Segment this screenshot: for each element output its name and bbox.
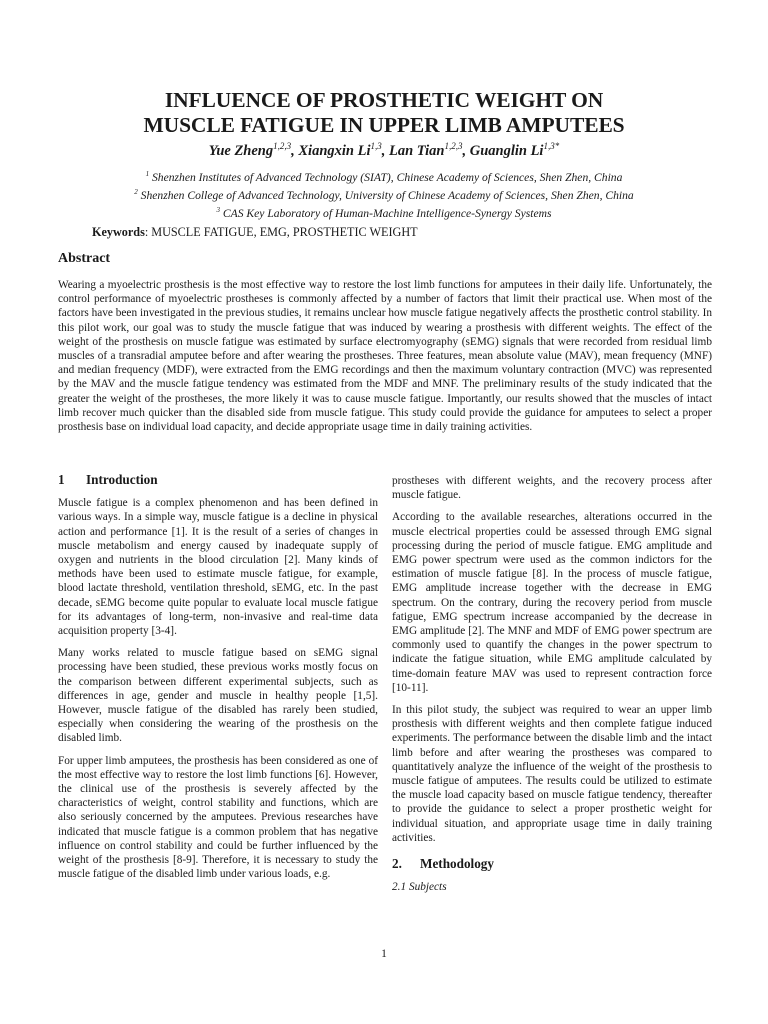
paragraph: prostheses with different weights, and the recovery process after muscle fatigue. (392, 475, 712, 502)
page-number: 1 (381, 948, 387, 960)
affiliation: $^1$ Shenzhen Institutes of Advanced Technology (SIAT), Chinese Academy of Sciences, Shen Zhen, China (145, 170, 623, 184)
abstract-heading: Abstract (58, 251, 111, 266)
keywords-value: : MUSCLE FATIGUE, EMG, PROSTHETIC WEIGHT (144, 225, 418, 239)
paragraph: According to the available researches, alterations occurred in the muscle electrical properties could be assessed through EMG signal processing during the period of muscle fatigue. EMG amplitude and EMG power spectrum were used as the common indictors for the estimation of muscle fatigue [8]. In the process of muscle fatigue, EMG amplitude increase together with the decrease in EMG spectrum. On the contrary, during the recovery period from muscle fatigue, EMG spectrum increase accompanied by the decrease in EMG amplitude [2]. The MNF and MDF of EMG power spectrum are commonly used to quantify the changes in the power spectrum to indicate the fatigue situation, while EMG amplitude calculated by time-domain feature MAV was used to represent contraction force [10-11]. (392, 511, 712, 694)
section-heading-methodology (392, 857, 712, 871)
section-heading-introduction (58, 473, 378, 487)
section-title: Introduction (86, 472, 158, 487)
right-column (392, 474, 712, 894)
author: Yue Zheng$^{1,2,3}$, (208, 141, 299, 159)
title-line-2: MUSCLE FATIGUE IN UPPER LIMB AMPUTEES (143, 113, 625, 137)
paragraph: For upper limb amputees, the prosthesis has been considered as one of the most effective way to restore the lost limb functions [6]. However, the clinical use of the prosthesis is severely affected by the characteristics of weight, control stability and functions, which are also seriously concerned by the amputees. Previous researches have indicated that muscle fatigue is a common problem that has negative influence on control stability and could be further influenced by the weight of the prosthesis [8-9]. Therefore, it is necessary to study the muscle fatigue of the disabled limb under various loads, e.g. (58, 754, 378, 881)
paragraph: Muscle fatigue is a complex phenomenon and has been defined in various ways. In a simple way, muscle fatigue is a decline in physical action and performance [1]. It is the result of a series of changes in muscle metabolism and energy caused by inadequate supply of oxygen and nutrients in the blood circulation [2]. Many kinds of methods have been used to estimate muscle fatigue, for example, blood lactate threshold, ventilation threshold, sEMG, etc. In the past decade, sEMG become quite popular to evaluate local muscle fatigue for its advantages of long-term, non-invasive and real-time data acquisition property [3-4]. (58, 497, 378, 638)
paragraph: Many works related to muscle fatigue based on sEMG signal processing have been studied, these previous works mostly focus on the comparison between different experimental subjects, such as differences in age, gender and muscle in healthy people [1,5]. However, muscle fatigue of the disabled has rarely been studied, especially when considering the wearing of the prosthesis on the disabled limb. (58, 647, 378, 745)
abstract-text: Wearing a myoelectric prosthesis is the most effective way to restore the lost limb functions for amputees in their daily life. Unfortunately, the control performance of myoelectric prostheses is commonly affected by a number of factors that limit their practical use. When most of the factors have been investigated in the previous studies, it remains unclear how muscle fatigue negatively affects the prosthetic control stability. In this pilot work, our goal was to study the muscle fatigue that was induced by wearing a prosthesis with different weights. The effect of the weight of the prosthesis on muscle fatigue was estimated by surface electromyography (sEMG) signals that were recorded from residual limb muscles of a transradial amputee before and after wearing the prostheses. Three features, mean absolute value (MAV), mean frequency (MNF) and median frequency (MDF), were extracted from the EMG recordings and then the maximum voluntary contraction (MVC) was represented by the MAV and the muscle fatigue tendency was estimated from the MDF and MNF. The preliminary results of the study indicated that the greater the weight of the prostheses, the more likely it was to cause muscle fatigue. Importantly, our results showed that the muscles of intact limb recover much quicker than the disabled side from muscle fatigue. This study could provide the guidance for amputees to select a proper prosthesis base on individual load capacity, and decide appropriate usage time in daily training activities. (58, 279, 712, 434)
paper-title (40, 88, 728, 138)
keywords-label: Keywords (92, 225, 145, 239)
paragraph: In this pilot study, the subject was required to wear an upper limb prosthesis with different weights and then complete fatigue induced experiments. The performance between the disable limb and the intact limb before and after wearing the prostheses was compared to quantitatively analyze the influence of the weight of the prosthesis to muscle fatigue of amputees. The results could be utilized to estimate the muscle load capacity based on muscle fatigue tendency, thereafter to provide the guidance to select a proper prosthetic weight for individual situation, and appropriate usage time in daily training activities. (392, 704, 712, 844)
author: Lan Tian$^{1,2,3}$, (389, 141, 470, 159)
author-list (40, 137, 728, 160)
title-line-1: INFLUENCE OF PROSTHETIC WEIGHT ON (164, 88, 604, 112)
section-number: 1 (58, 472, 65, 487)
section-title: Methodology (420, 856, 494, 872)
subsection-heading: 2.1 Subjects (392, 881, 447, 894)
keywords-line (92, 224, 418, 240)
affiliation-list (40, 167, 728, 221)
section-number: 2. (392, 856, 402, 872)
author: Xiangxin Li$^{1,3}$, (298, 141, 389, 159)
affiliation: $^2$ Shenzhen College of Advanced Technology, University of Chinese Academy of Sciences, Shen Zhen, China (134, 187, 634, 202)
left-column (58, 473, 378, 889)
author: Guanglin $Li^{1,3*}$ (469, 141, 560, 159)
affiliation: $^3$ CAS Key Laboratory of Human-Machine Intelligence-Synergy Systems (216, 205, 552, 220)
